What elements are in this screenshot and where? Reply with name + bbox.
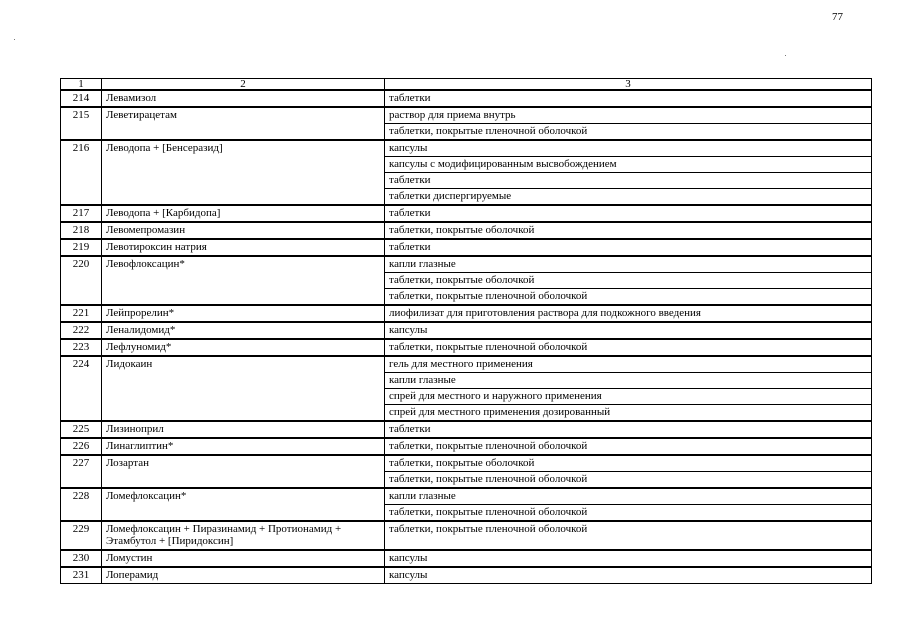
- drug-name: Лейпрорелин*: [102, 305, 385, 322]
- entry-number: 220: [61, 256, 102, 305]
- table-row: [61, 455, 872, 472]
- drug-name: Левофлоксацин*: [102, 256, 385, 305]
- dosage-form: таблетки, покрытые оболочкой: [385, 273, 872, 289]
- dosage-form: гель для местного применения: [385, 356, 872, 373]
- drug-name: Лизиноприл: [102, 421, 385, 438]
- entry-number: 216: [61, 140, 102, 205]
- drug-name: Ломустин: [102, 550, 385, 567]
- dosage-form: таблетки: [385, 421, 872, 438]
- entry-number: 217: [61, 205, 102, 222]
- entry-number: 215: [61, 107, 102, 140]
- dosage-form: таблетки: [385, 239, 872, 256]
- entry-number: 226: [61, 438, 102, 455]
- dosage-form: капли глазные: [385, 256, 872, 273]
- dosage-form: таблетки: [385, 205, 872, 222]
- entry-number: 224: [61, 356, 102, 421]
- dosage-form: капсулы с модифицированным высвобождением: [385, 157, 872, 173]
- dosage-form: таблетки диспергируемые: [385, 189, 872, 206]
- table-row: [61, 521, 872, 550]
- dosage-form: таблетки, покрытые пленочной оболочкой: [385, 521, 872, 550]
- table-row: [61, 140, 872, 157]
- table-row: [61, 438, 872, 455]
- entry-number: 214: [61, 90, 102, 107]
- dosage-form: капсулы: [385, 550, 872, 567]
- dosage-form: таблетки: [385, 90, 872, 107]
- table-header-row: [61, 79, 872, 91]
- drug-table-body: [61, 79, 872, 584]
- column-header-2: 2: [102, 79, 385, 91]
- table-row: [61, 488, 872, 505]
- dosage-form: раствор для приема внутрь: [385, 107, 872, 124]
- table-row: [61, 567, 872, 584]
- entry-number: 221: [61, 305, 102, 322]
- dosage-form: спрей для местного и наружного применения: [385, 389, 872, 405]
- drug-name: Ломефлоксацин + Пиразинамид + Протионамид + Этамбутол + [Пиридоксин]: [102, 521, 385, 550]
- entry-number: 219: [61, 239, 102, 256]
- table-row: [61, 107, 872, 124]
- dosage-form: капли глазные: [385, 373, 872, 389]
- entry-number: 228: [61, 488, 102, 521]
- dosage-form: капсулы: [385, 567, 872, 584]
- dosage-form: таблетки, покрытые пленочной оболочкой: [385, 339, 872, 356]
- dosage-form: спрей для местного применения дозированный: [385, 405, 872, 422]
- dosage-form: таблетки: [385, 173, 872, 189]
- drug-name: Левомепромазин: [102, 222, 385, 239]
- table-row: [61, 339, 872, 356]
- drug-name: Ломефлоксацин*: [102, 488, 385, 521]
- drug-name: Левотироксин натрия: [102, 239, 385, 256]
- entry-number: 225: [61, 421, 102, 438]
- dosage-form: капсулы: [385, 140, 872, 157]
- drug-name: Линаглиптин*: [102, 438, 385, 455]
- drug-name: Леводопа + [Карбидопа]: [102, 205, 385, 222]
- dosage-form: капсулы: [385, 322, 872, 339]
- scan-speck: [785, 55, 786, 56]
- column-header-1: 1: [61, 79, 102, 91]
- table-row: [61, 222, 872, 239]
- table-row: [61, 550, 872, 567]
- table-row: [61, 90, 872, 107]
- drug-name: Левамизол: [102, 90, 385, 107]
- drug-name: Лидокаин: [102, 356, 385, 421]
- table-row: [61, 256, 872, 273]
- dosage-form: капли глазные: [385, 488, 872, 505]
- drug-name: Лоперамид: [102, 567, 385, 584]
- table-row: [61, 356, 872, 373]
- dosage-form: таблетки, покрытые пленочной оболочкой: [385, 124, 872, 141]
- dosage-form: таблетки, покрытые пленочной оболочкой: [385, 472, 872, 489]
- entry-number: 218: [61, 222, 102, 239]
- table-row: [61, 421, 872, 438]
- dosage-form: таблетки, покрытые оболочкой: [385, 222, 872, 239]
- dosage-form: лиофилизат для приготовления раствора для подкожного введения: [385, 305, 872, 322]
- table-row: [61, 239, 872, 256]
- entry-number: 231: [61, 567, 102, 584]
- drug-name: Лефлуномид*: [102, 339, 385, 356]
- drug-name: Лозартан: [102, 455, 385, 488]
- entry-number: 227: [61, 455, 102, 488]
- dosage-form: таблетки, покрытые пленочной оболочкой: [385, 438, 872, 455]
- table-row: [61, 322, 872, 339]
- entry-number: 229: [61, 521, 102, 550]
- drug-name: Леветирацетам: [102, 107, 385, 140]
- drug-table: [60, 78, 872, 584]
- column-header-3: 3: [385, 79, 872, 91]
- entry-number: 230: [61, 550, 102, 567]
- page-number: 77: [832, 11, 843, 23]
- entry-number: 223: [61, 339, 102, 356]
- dosage-form: таблетки, покрытые пленочной оболочкой: [385, 289, 872, 306]
- dosage-form: таблетки, покрытые оболочкой: [385, 455, 872, 472]
- entry-number: 222: [61, 322, 102, 339]
- table-row: [61, 205, 872, 222]
- drug-name: Леналидомид*: [102, 322, 385, 339]
- table-row: [61, 305, 872, 322]
- scan-speck: [14, 39, 15, 40]
- dosage-form: таблетки, покрытые пленочной оболочкой: [385, 505, 872, 522]
- drug-name: Леводопа + [Бенсеразид]: [102, 140, 385, 205]
